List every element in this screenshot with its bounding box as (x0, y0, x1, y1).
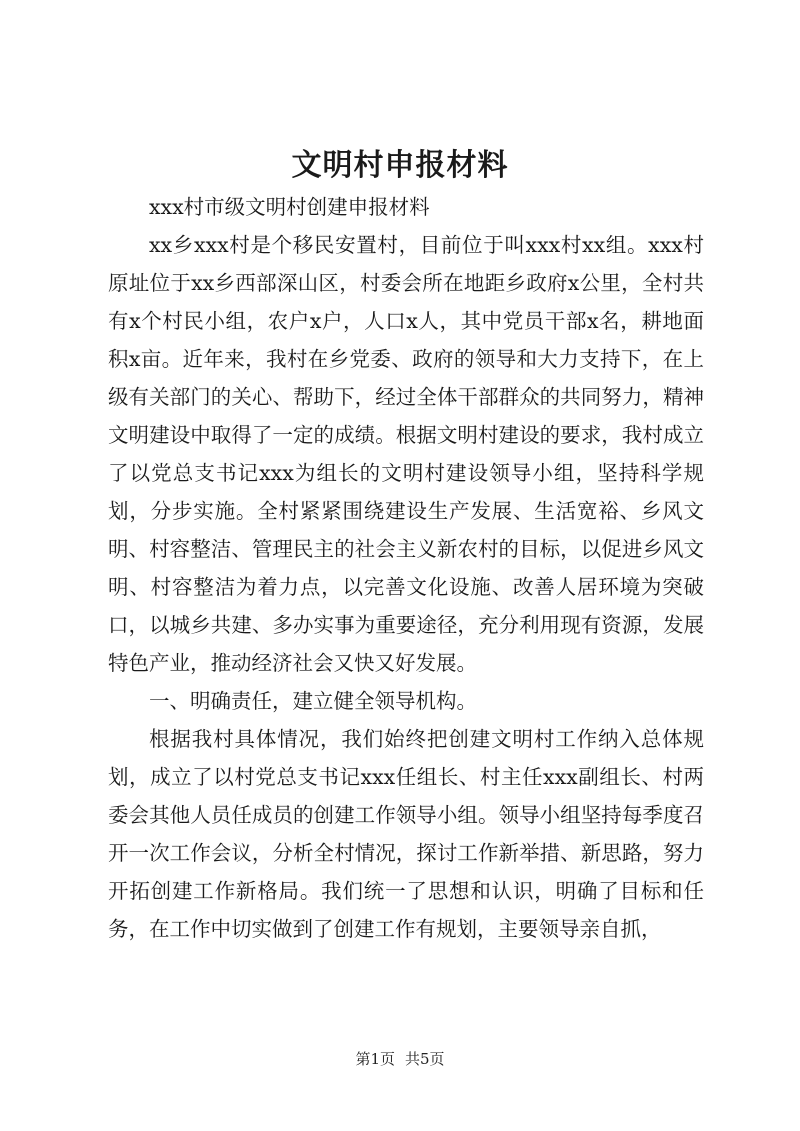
page-number: 第1页 (355, 1050, 395, 1068)
section-heading: 一、明确责任，建立健全领导机构。 (149, 689, 477, 713)
document-title: 文明村申报材料 (291, 148, 509, 183)
section-paragraph: 根据我村具体情况，我们始终把创建文明村工作纳入总体规划，成立了以村党总支书记xxx任组长、村主任xxx副组长、村两委会其他人员任成员的创建工作领导小组。领导小组坚持每季度召开一次工作会议，分析全村情况，探讨工作新举措、新思路，努力开拓创建工作新格局。我们统一了思想和认识，明确了目标和任务，在工作中切实做到了创建工作有规划，主要领导亲自抓， (108, 727, 704, 941)
intro-paragraph: xx乡xxx村是个移民安置村，目前位于叫xxx村xx组。xxx村原址位于xx乡西部深山区，村委会所在地距乡政府x公里，全村共有x个村民小组，农户x户，人口x人，其中党员干部x名，耕地面积x亩。近年来，我村在乡党委、政府的领导和大力支持下，在上级有关部门的关心、帮助下，经过全体干部群众的共同努力，精神文明建设中取得了一定的成绩。根据文明村建设的要求，我村成立了以党总支书记xxx为组长的文明村建设领导小组，坚持科学规划，分步实施。全村紧紧围绕建设生产发展、生活宽裕、乡风文明、村容整洁、管理民主的社会主义新农村的目标，以促进乡风文明、村容整洁为着力点，以完善文化设施、改善人居环境为突破口，以城乡共建、多办实事为重要途径，充分利用现有资源，发展特色产业，推动经济社会又快又好发展。 (108, 233, 704, 675)
document-body (108, 188, 704, 948)
subtitle-paragraph: xxx村市级文明村创建申报材料 (149, 195, 430, 219)
page-total: 共5页 (405, 1050, 445, 1068)
page-footer (0, 1048, 800, 1069)
